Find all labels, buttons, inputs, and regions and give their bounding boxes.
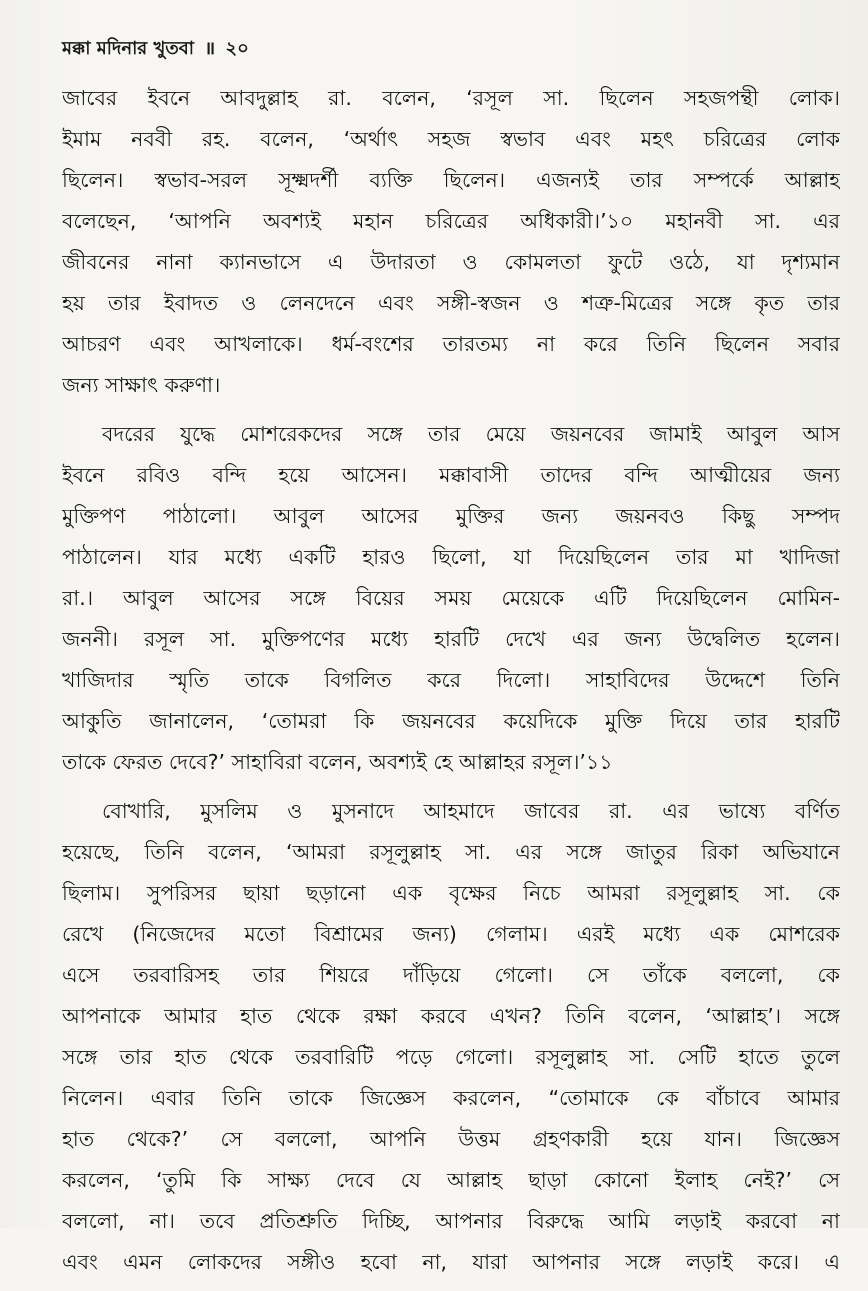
body-text xyxy=(62,78,840,1291)
text-line: এসে তরবারিসহ তার শিয়রে দাঁড়িয়ে গেলো। সে তাঁকে বললো, কে xyxy=(62,963,840,987)
paragraph-1 xyxy=(62,78,840,406)
text-line: বদরের যুদ্ধে মোশরেকদের সঙ্গে তার মেয়ে জয়নবের জামাই আবুল আস xyxy=(102,422,840,446)
text-line: ইবনে রবিও বন্দি হয়ে আসেন। মক্কাবাসী তাদের বন্দি আত্মীয়ের জন্য xyxy=(62,463,840,487)
text-line: এবং এমন লোকদের সঙ্গীও হবো না, যারা আপনার সঙ্গে লড়াই করে। এ xyxy=(62,1250,840,1274)
text-line: মুক্তিপণ পাঠালো। আবুল আসের মুক্তির জন্য জয়নবও কিছু সম্পদ xyxy=(62,504,840,528)
text-line: নিলেন। এবার তিনি তাকে জিজ্ঞেস করলেন, “তোমাকে কে বাঁচাবে আমার xyxy=(62,1086,840,1110)
text-line: বলেছেন, ‘আপনি অবশ্যই মহান চরিত্রের অধিকারী।’১০ মহানবী সা. এর xyxy=(62,209,840,233)
text-line: জীবনের নানা ক্যানভাসে এ উদারতা ও কোমলতা ফুটে ওঠে, যা দৃশ্যমান xyxy=(62,250,840,274)
text-line: ছিলাম। সুপরিসর ছায়া ছড়ানো এক বৃক্ষের নিচে আমরা রসূলুল্লাহ সা. কে xyxy=(62,881,840,905)
text-line: জাবের ইবনে আবদুল্লাহ রা. বলেন, ‘রসূল সা. ছিলেন সহজপন্থী লোক। xyxy=(62,86,840,110)
text-line: তাকে ফেরত দেবে?’ সাহাবিরা বলেন, অবশ্যই হে আল্লাহর রসূল।’১১ xyxy=(62,750,613,774)
book-title: মক্কা মদিনার খুতবা xyxy=(62,38,195,59)
running-header xyxy=(62,34,249,65)
text-line: জননী। রসূল সা. মুক্তিপণের মধ্যে হারটি দেখে এর জন্য উদ্বেলিত হলেন। xyxy=(62,627,840,651)
text-line: ইমাম নববী রহ. বলেন, ‘অর্থাৎ সহজ স্বভাব এবং মহৎ চরিত্রের লোক xyxy=(62,127,840,151)
text-line: খাজিদার স্মৃতি তাকে বিগলিত করে দিলো। সাহাবিদের উদ্দেশে তিনি xyxy=(62,668,840,692)
header-separator: ॥ xyxy=(204,38,216,59)
text-line: করলেন, ‘তুমি কি সাক্ষ্য দেবে যে আল্লাহ ছাড়া কোনো ইলাহ নেই?’ সে xyxy=(62,1168,840,1192)
text-line: জন্য সাক্ষাৎ করুণা। xyxy=(62,373,221,397)
text-line: আপনাকে আমার হাত থেকে রক্ষা করবে এখন? তিনি বলেন, ‘আল্লাহ’। সঙ্গে xyxy=(62,1004,840,1028)
text-line: রেখে (নিজেদের মতো বিশ্রামের জন্য) গেলাম। এরই মধ্যে এক মোশরেক xyxy=(62,922,840,946)
text-line: হয়েছে, তিনি বলেন, ‘আমরা রসূলুল্লাহ সা. এর সঙ্গে জাতুর রিকা অভিযানে xyxy=(62,840,840,864)
paragraph-3 xyxy=(62,791,840,1283)
text-line: সঙ্গে তার হাত থেকে তরবারিটি পড়ে গেলো। রসূলুল্লাহ সা. সেটি হাতে তুলে xyxy=(62,1045,840,1069)
text-line: আকুতি জানালেন, ‘তোমরা কি জয়নবের কয়েদিকে মুক্তি দিয়ে তার হারটি xyxy=(62,709,840,733)
text-line: হাত থেকে?’ সে বললো, আপনি উত্তম গ্রহণকারী হয়ে যান। জিজ্ঞেস xyxy=(62,1127,840,1151)
text-line: পাঠালেন। যার মধ্যে একটি হারও ছিলো, যা দিয়েছিলেন তার মা খাদিজা xyxy=(62,545,840,569)
page-number: ২০ xyxy=(225,38,249,59)
text-line: ছিলেন। স্বভাব-সরল সূক্ষ্মদর্শী ব্যক্তি ছিলেন। এজন্যই তার সম্পর্কে আল্লাহ xyxy=(62,168,840,192)
text-line: বোখারি, মুসলিম ও মুসনাদে আহমাদে জাবের রা. এর ভাষ্যে বর্ণিত xyxy=(102,799,840,823)
text-line: বললো, না। তবে প্রতিশ্রুতি দিচ্ছি, আপনার বিরুদ্ধে আমি লড়াই করবো না xyxy=(62,1209,840,1233)
text-line: রা.। আবুল আসের সঙ্গে বিয়ের সময় মেয়েকে এটি দিয়েছিলেন মোমিন- xyxy=(62,586,840,610)
text-line: আচরণ এবং আখলাকে। ধর্ম-বংশের তারতম্য না করে তিনি ছিলেন সবার xyxy=(62,332,840,356)
paragraph-2 xyxy=(62,414,840,783)
text-line: হয় তার ইবাদত ও লেনদেনে এবং সঙ্গী-স্বজন ও শত্রু-মিত্রের সঙ্গে কৃত তার xyxy=(62,291,840,315)
